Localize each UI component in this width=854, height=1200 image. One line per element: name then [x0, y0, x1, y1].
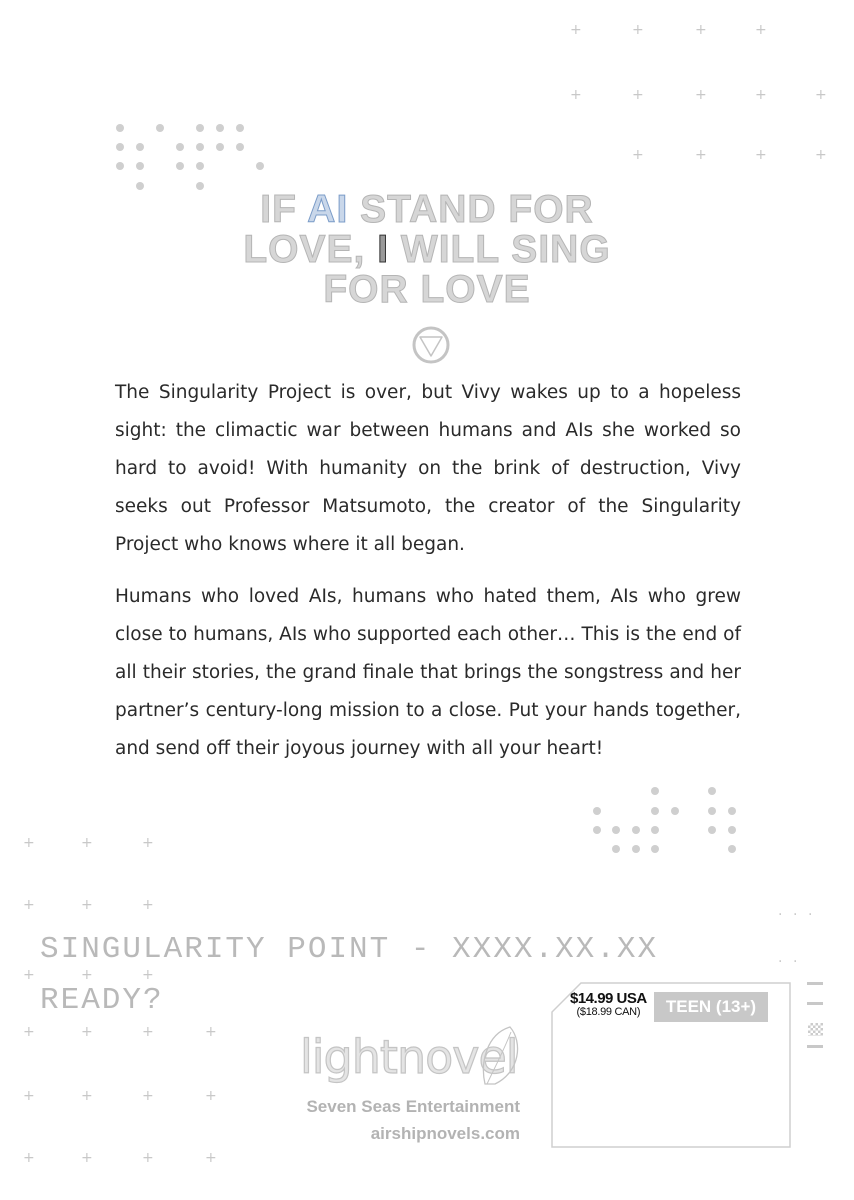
publisher-url: airshipnovels.com	[370, 1124, 520, 1143]
singularity-point-text: SINGULARITY POINT - XXXX.XX.XX	[40, 932, 659, 967]
plus-mark: +	[81, 1024, 93, 1040]
dot	[196, 182, 204, 190]
headline-text: IF	[260, 188, 308, 231]
plus-mark: +	[81, 1088, 93, 1104]
synopsis-paragraph-2: Humans who loved AIs, humans who hated them, AIs who grew close to humans, AIs who supported each other… This is the end of all their stories, the grand finale that brings the songstress and her partner’s century-long mission to a close. Put your hands together, and send off their joyous journey with all your heart!	[115, 586, 741, 759]
headline	[0, 190, 854, 310]
plus-mark: +	[205, 1024, 217, 1040]
age-rating-badge: TEEN (13+)	[654, 992, 768, 1022]
plus-mark: +	[142, 835, 154, 851]
dot	[651, 807, 659, 815]
plus-mark: +	[632, 147, 644, 163]
synopsis-paragraph-1: The Singularity Project is over, but Vivy wakes up to a hopeless sight: the climactic war between humans and AIs she worked so hard to avoid! With humanity on the brink of destruction, Vivy seeks out Professor Matsumoto, the creator of the Singularity Project who knows where it all began.	[115, 382, 741, 555]
price-can: ($18.99 CAN)	[576, 1006, 641, 1018]
dot	[708, 787, 716, 795]
plus-mark: +	[755, 22, 767, 38]
plus-mark: +	[23, 1088, 35, 1104]
plus-mark: +	[695, 22, 707, 38]
dot	[156, 124, 164, 132]
plus-mark: +	[570, 22, 582, 38]
headline-text: LOVE,	[243, 228, 378, 271]
dot	[708, 807, 716, 815]
plus-mark: ·	[808, 907, 813, 923]
ready-text: READY?	[40, 983, 164, 1018]
deco-bar	[807, 982, 823, 985]
plus-mark: +	[142, 1024, 154, 1040]
dot	[256, 162, 264, 170]
plus-mark: +	[142, 1150, 154, 1166]
dot	[196, 143, 204, 151]
plus-mark: +	[632, 22, 644, 38]
plus-mark: +	[695, 147, 707, 163]
plus-mark: ·	[778, 954, 783, 970]
dot	[651, 826, 659, 834]
dot	[728, 826, 736, 834]
dot	[116, 143, 124, 151]
price-usd: $14.99 USA	[570, 990, 647, 1007]
plus-mark: +	[81, 967, 93, 983]
checker-pattern	[808, 1023, 823, 1036]
dot	[708, 826, 716, 834]
headline-line-3: FOR LOVE	[323, 268, 531, 311]
dot	[236, 143, 244, 151]
dot	[612, 845, 620, 853]
headline-line-2	[0, 230, 854, 270]
plus-mark: +	[205, 1150, 217, 1166]
plus-mark: +	[142, 1088, 154, 1104]
dot	[612, 826, 620, 834]
dot	[116, 124, 124, 132]
plus-mark: +	[632, 87, 644, 103]
dot	[196, 162, 204, 170]
down-triangle-circle-icon	[411, 325, 451, 365]
lightnovel-logo: lightnovel	[300, 1030, 518, 1084]
plus-mark: ·	[778, 907, 783, 923]
dot	[136, 182, 144, 190]
plus-mark: +	[570, 87, 582, 103]
plus-mark: +	[81, 835, 93, 851]
dot	[632, 845, 640, 853]
dot	[136, 143, 144, 151]
plus-mark: +	[23, 835, 35, 851]
publisher-name: Seven Seas Entertainment	[306, 1097, 520, 1116]
headline-line-1	[0, 190, 854, 230]
dot	[728, 807, 736, 815]
dot	[116, 162, 124, 170]
dot	[236, 124, 244, 132]
headline-ai: AI	[307, 188, 349, 231]
dot	[196, 124, 204, 132]
dot	[216, 124, 224, 132]
plus-mark: +	[23, 1150, 35, 1166]
plus-mark: +	[81, 1150, 93, 1166]
plus-mark: +	[815, 87, 827, 103]
plus-mark: +	[142, 897, 154, 913]
headline-text: STAND FOR	[348, 188, 594, 231]
dot	[136, 162, 144, 170]
deco-bar	[807, 1045, 823, 1048]
plus-mark: +	[755, 147, 767, 163]
plus-mark: ·	[793, 907, 798, 923]
feather-icon	[475, 1022, 525, 1092]
deco-bar	[807, 1002, 823, 1005]
plus-mark: +	[142, 967, 154, 983]
dot	[593, 826, 601, 834]
plus-mark: +	[815, 147, 827, 163]
dot	[176, 143, 184, 151]
price	[570, 991, 647, 1018]
plus-mark: +	[23, 1024, 35, 1040]
plus-mark: +	[695, 87, 707, 103]
plus-mark: +	[81, 897, 93, 913]
plus-mark: +	[23, 967, 35, 983]
dot	[651, 845, 659, 853]
dot	[593, 807, 601, 815]
dot	[671, 807, 679, 815]
dot	[728, 845, 736, 853]
headline-text: WILL SING	[389, 228, 611, 271]
headline-i: I	[377, 228, 390, 271]
dot	[216, 143, 224, 151]
plus-mark: ·	[793, 954, 798, 970]
synopsis	[115, 374, 741, 782]
plus-mark: +	[205, 1088, 217, 1104]
dot	[176, 162, 184, 170]
dot	[632, 826, 640, 834]
plus-mark: +	[23, 897, 35, 913]
plus-mark: +	[755, 87, 767, 103]
dot	[651, 787, 659, 795]
